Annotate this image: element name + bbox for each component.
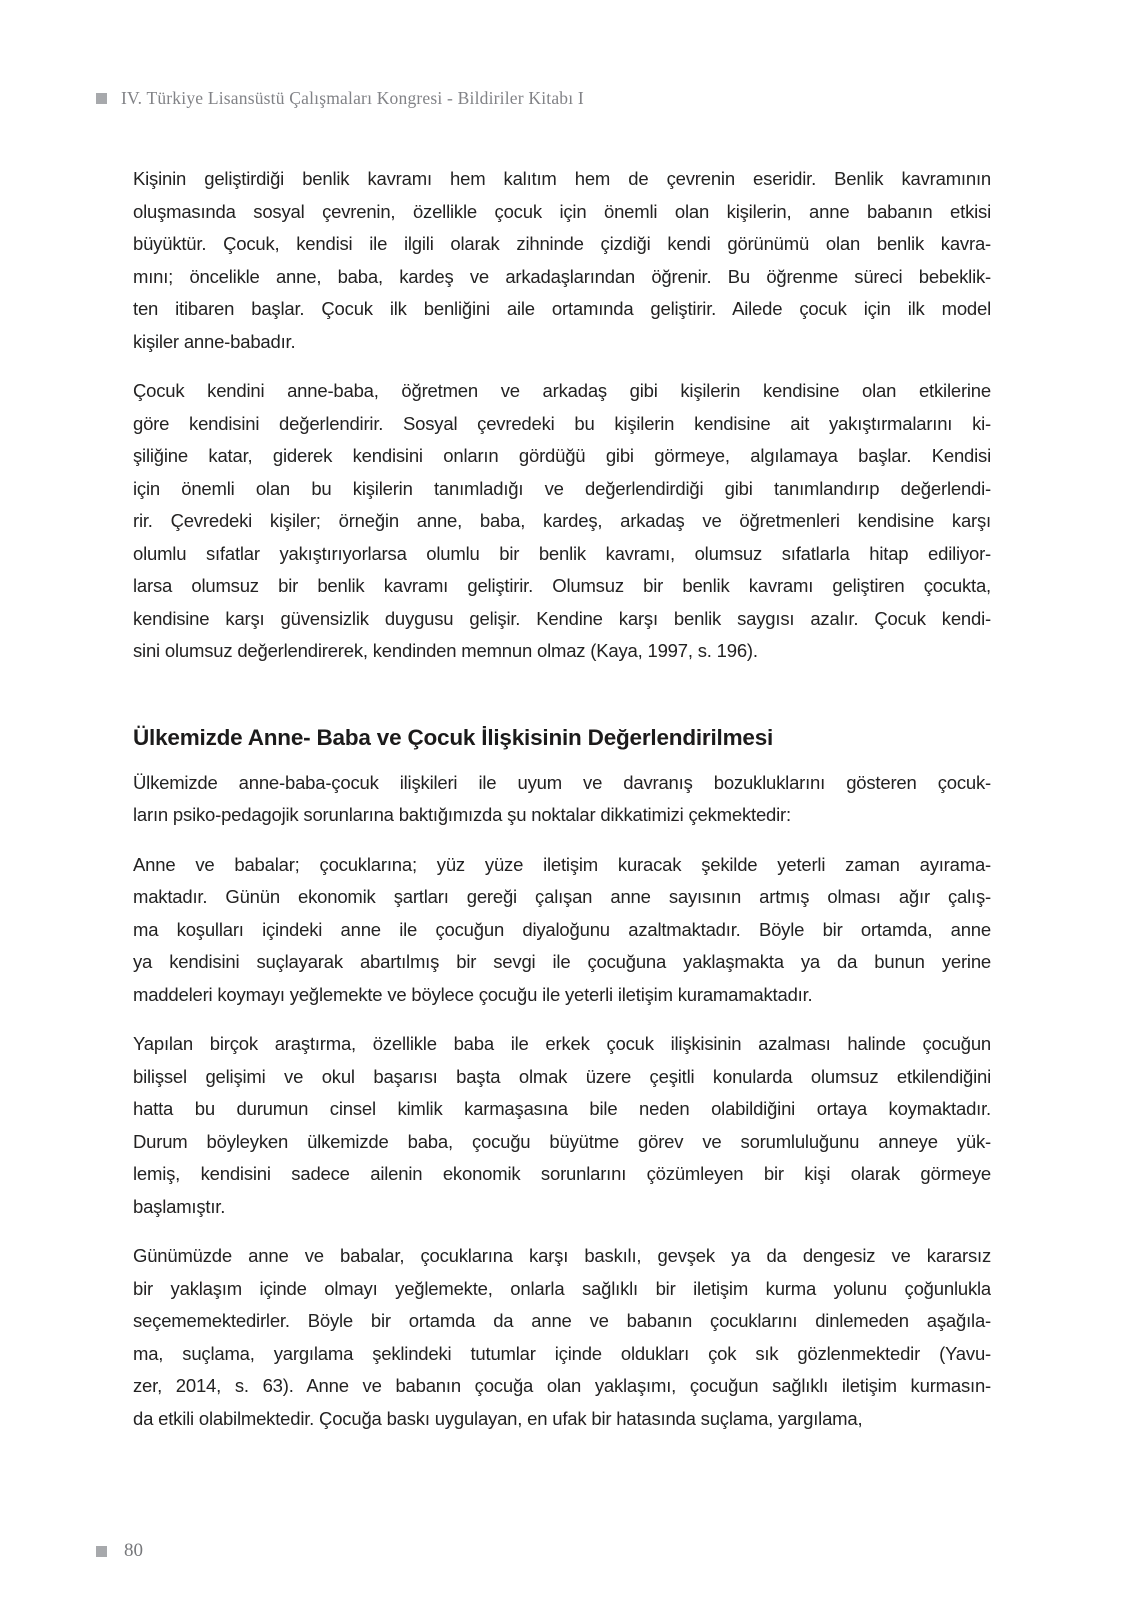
section-heading: Ülkemizde Anne- Baba ve Çocuk İlişkisinin Değerlendirilmesi [133,724,774,750]
content-blocks [133,163,991,1452]
text-line: larsa olumsuz bir benlik kavramı geliştirir. Olumsuz bir benlik kavramı geliştiren çocukta, [133,575,991,596]
text-line: ma koşulları içindeki anne ile çocuğun diyaloğunu azaltmaktadır. Böyle bir ortamda, anne [133,918,991,940]
text-line: için önemli olan bu kişilerin tanımladığı ve değerlendirdiği gibi tanımlandırıp değerlendi- [133,477,991,499]
square-bullet-icon [96,1546,107,1557]
text-line: Anne ve babalar; çocuklarına; yüz yüze iletişim kuracak şekilde yeterli zaman ayırama- [133,853,991,875]
text-line: rir. Çevredeki kişiler; örneğin anne, baba, kardeş, arkadaş ve öğretmenleri kendisine karşı [133,510,991,531]
text-line: Yapılan birçok araştırma, özellikle baba ile erkek çocuk ilişkisinin azalması halinde çocuğun [133,1033,991,1054]
paragraph [133,375,991,668]
header-title: IV. Türkiye Lisansüstü Çalışmaları Kongresi - Bildiriler Kitabı I [121,88,584,108]
paragraph [133,1240,991,1435]
text-line: Günümüzde anne ve babalar, çocuklarına karşı baskılı, gevşek ya da dengesiz ve kararsız [133,1245,991,1266]
text-line: ya kendisini suçlayarak abartılmış bir sevgi ile çocuğuna yaklaşmakta ya da bunun yerine [133,951,991,972]
text-line: göre kendisini değerlendirir. Sosyal çevredeki bu kişilerin kendisine ait yakıştırmalarını ki- [133,412,991,434]
running-header [96,88,584,109]
text-line: bilişsel gelişimi ve okul başarısı başta olmak üzere çeşitli konularda olumsuz etkilendiğini [133,1065,991,1087]
page-footer [96,1540,143,1562]
text-line: başlamıştır. [133,1195,226,1217]
text-line: zer, 2014, s. 63). Anne ve babanın çocuğa olan yaklaşımı, çocuğun sağlıklı iletişim kurmasın- [133,1375,991,1396]
text-line: sini olumsuz değerlendirerek, kendinden memnun olmaz (Kaya, 1997, s. 196). [133,640,758,661]
text-line: Ülkemizde anne-baba-çocuk ilişkileri ile uyum ve davranış bozukluklarını gösteren çocuk- [133,771,991,793]
text-line: şiliğine katar, giderek kendisini onların gördüğü gibi görmeye, algılamaya başlar. Kendisi [133,445,991,466]
text-line: mını; öncelikle anne, baba, kardeş ve arkadaşlarından öğrenir. Bu öğrenme süreci bebeklik- [133,265,991,287]
text-line: maktadır. Günün ekonomik şartları gereği çalışan anne sayısının artmış olması ağır çalış- [133,886,991,907]
text-line: bir yaklaşım içinde olmayı yeğlemekte, onlarla sağlıklı bir iletişim kurma yolunu çoğunlukla [133,1277,991,1299]
text-line: Durum böyleyken ülkemizde baba, çocuğu büyütme görev ve sorumluluğunu anneye yük- [133,1130,991,1152]
paragraph [133,767,991,832]
paragraph [133,1028,991,1223]
text-line: lemiş, kendisini sadece ailenin ekonomik sorunlarını çözümleyen bir kişi olarak görmeye [133,1163,991,1184]
text-line: olumlu sıfatlar yakıştırıyorlarsa olumlu bir benlik kavramı, olumsuz sıfatlarla hitap ediliyor- [133,542,991,564]
text-line: ten itibaren başlar. Çocuk ilk benliğini aile ortamında geliştirir. Ailede çocuk için ilk model [133,298,991,319]
text-line: seçememektedirler. Böyle bir ortamda da anne ve babanın çocuklarını dinlemeden aşağıla- [133,1310,991,1331]
square-bullet-icon [96,93,107,104]
text-line: oluşmasında sosyal çevrenin, özellikle çocuk için önemli olan kişilerin, anne babanın etkisi [133,200,991,222]
text-line: maddeleri koymayı yeğlemekte ve böylece çocuğu ile yeterli iletişim kuramamaktadır. [133,983,813,1005]
text-line: Kişinin geliştirdiği benlik kavramı hem kalıtım hem de çevrenin eseridir. Benlik kavramının [133,168,991,189]
paragraph [133,163,991,358]
text-line: ların psiko-pedagojik sorunlarına baktığımızda şu noktalar dikkatimizi çekmektedir: [133,804,791,825]
text-line: kişiler anne-babadır. [133,330,296,352]
text-line: büyüktür. Çocuk, kendisi ile ilgili olarak zihninde çizdiği kendi görünümü olan benlik kavra- [133,233,991,254]
paragraph [133,849,991,1012]
text-line: hatta bu durumun cinsel kimlik karmaşasına bile neden olabildiğini ortaya koymaktadır. [133,1098,991,1119]
text-line: Çocuk kendini anne-baba, öğretmen ve arkadaş gibi kişilerin kendisine olan etkilerine [133,380,991,401]
text-line: kendisine karşı güvensizlik duygusu gelişir. Kendine karşı benlik saygısı azalır. Çocuk kendi- [133,607,991,629]
text-line: da etkili olabilmektedir. Çocuğa baskı uygulayan, en ufak bir hatasında suçlama, yargılama, [133,1407,863,1429]
text-line: ma, suçlama, yargılama şeklindeki tutumlar içinde oldukları çok sık gözlenmektedir (Yavu- [133,1342,991,1364]
page-number: 80 [124,1540,143,1561]
